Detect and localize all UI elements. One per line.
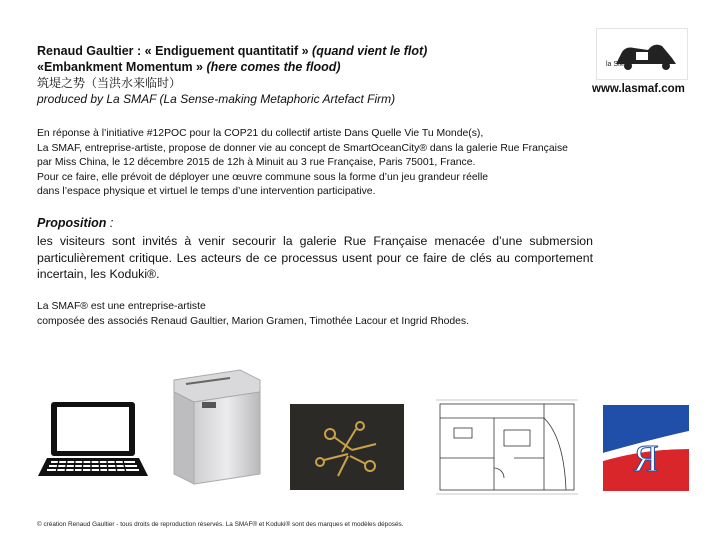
intro-paragraph	[37, 127, 597, 200]
koduki-logo	[603, 405, 689, 491]
company-line: La SMAF® est une entreprise-artiste	[37, 301, 206, 312]
shredder-icon	[160, 366, 266, 486]
proposition-heading-text: Proposition	[37, 216, 107, 230]
document-header	[37, 43, 557, 107]
intro-line: La SMAF, entreprise-artiste, propose de donner vie au concept de SmartOceanCity® dans la galerie Rue Française	[37, 142, 568, 154]
proposition-heading	[37, 216, 113, 230]
smaf-logo-icon	[596, 28, 688, 80]
intro-line: En réponse à l’initiative #12POC pour la COP21 du collectif artiste Dans Quelle Vie Tu Monde(s),	[37, 128, 484, 139]
header-line-1	[37, 43, 557, 59]
header-title-cn: 筑堤之势（当洪水来临时）	[37, 76, 182, 90]
laptop-icon	[37, 400, 149, 480]
smaf-logo	[596, 28, 688, 80]
website-link[interactable]: www.lasmaf.com	[592, 83, 685, 95]
proposition-text: les visiteurs sont invités à venir secourir la galerie Rue Française menacée d’une submersion particulièrement critique. Les acteurs de ce processus usent pour ce faire de clés au comportement incertain, les Koduki®.	[37, 234, 593, 281]
header-line-2	[37, 59, 557, 75]
header-subtitle-fr: (quand vient le flot)	[312, 44, 428, 58]
header-subtitle-en: (here comes the flood)	[206, 60, 341, 74]
company-line: composée des associés Renaud Gaultier, Marion Gramen, Timothée Lacour et Ingrid Rhodes.	[37, 315, 470, 327]
intro-line: dans l’espace physique et virtuel le temps d’une intervention participative.	[37, 186, 376, 198]
header-produced-by: produced by La SMAF (La Sense-making Metaphoric Artefact Firm)	[37, 92, 396, 106]
proposition-colon: :	[106, 216, 114, 230]
floorplan-drawing	[434, 398, 580, 496]
keys-photo	[290, 404, 404, 490]
intro-line: Pour ce faire, elle prévoit de déployer une œuvre commune sous la forme d’un jeu grandeur réelle	[37, 171, 489, 183]
header-title-en: «Embankment Momentum »	[37, 60, 204, 74]
footer-copyright: © création Renaud Gaultier - tous droits de reproduction réservés. La SMAF® et Koduki® sont des marques et modèles déposés.	[37, 521, 404, 528]
intro-line: par Miss China, le 12 décembre 2015 de 12h à Minuit au 3 rue Française, Paris 75001, France.	[37, 157, 476, 169]
logo-text: la SMAF	[606, 61, 633, 68]
header-author-title: Renaud Gaultier : « Endiguement quantitatif »	[37, 44, 309, 58]
company-description	[37, 300, 597, 329]
koduki-logo-text: Я	[633, 438, 659, 480]
